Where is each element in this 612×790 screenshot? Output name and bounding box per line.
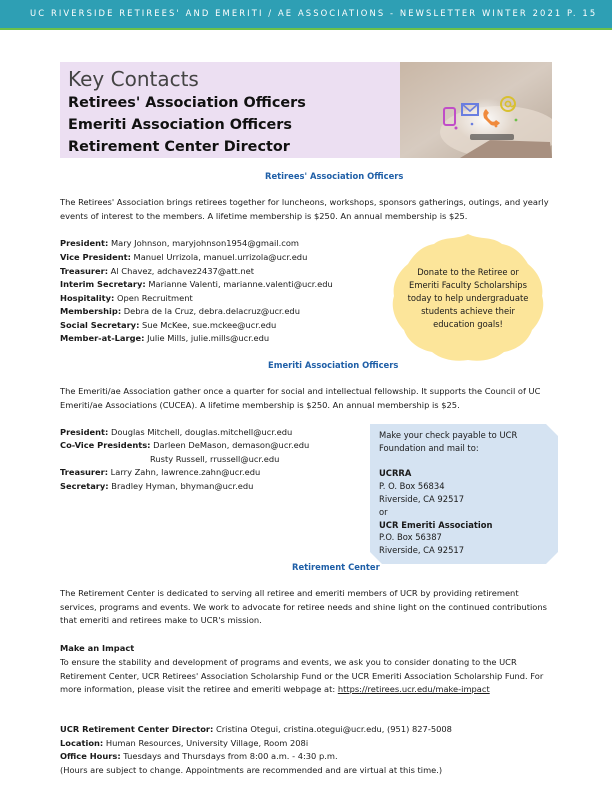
header-line-director: Retirement Center Director [68, 139, 290, 155]
retirees-heading: Retirees' Association Officers [265, 171, 404, 181]
emeriti-co-vice-president-2: Rusty Russell, rrussell@ucr.edu [150, 454, 280, 464]
officer-membership: Membership: Debra de la Cruz, debra.delacruz@ucr.edu [60, 306, 300, 316]
emeriti-assoc-name: UCR Emeriti Association [379, 519, 493, 530]
make-impact-link[interactable]: https://retirees.ucr.edu/make-impact [337, 684, 490, 694]
mailing-callout [379, 429, 549, 557]
mailing-intro: Make your check payable to UCR Foundation and mail to: [379, 430, 518, 453]
center-location: Location: Human Resources, University Village, Room 208i [60, 738, 309, 748]
retirement-center-heading: Retirement Center [292, 562, 380, 572]
officer-treasurer: Treasurer: Al Chavez, adchavez2437@att.net [60, 266, 254, 276]
center-hours-note: (Hours are subject to change. Appointments are recommended and are virtual at this time.) [60, 765, 443, 775]
contact-icons-image [400, 62, 552, 158]
emeriti-president: President: Douglas Mitchell, douglas.mitchell@ucr.edu [60, 427, 293, 437]
page-title: Key Contacts [68, 67, 199, 91]
banner-accent-line [0, 28, 612, 30]
emeriti-assoc-city: Riverside, CA 92517 [379, 545, 465, 556]
retirees-intro: The Retirees' Association brings retirees together for luncheons, workshops, sponsors gatherings, outings, and yearly events of interest to the members. A lifetime membership is $250. An annual membership is $25. [60, 197, 549, 221]
header-line-emeriti: Emeriti Association Officers [68, 117, 292, 133]
center-director: UCR Retirement Center Director: Cristina Otegui, cristina.otegui@ucr.edu, (951) 827-5008 [60, 724, 452, 734]
newsletter-banner [0, 0, 612, 28]
key-contacts-header [60, 62, 552, 158]
emeriti-intro: The Emeriti/ae Association gather once a quarter for social and intellectual fellowship. It supports the Council of UC Emeriti/ae Associations (CUCEA). A lifetime membership is $250. An annual membership is $25. [60, 386, 541, 410]
emeriti-treasurer: Treasurer: Larry Zahn, lawrence.zahn@ucr.edu [60, 467, 261, 477]
officer-president: President: Mary Johnson, maryjohnson1954@gmail.com [60, 238, 300, 248]
or-separator: or [379, 506, 388, 517]
officer-interim-secretary: Interim Secretary: Marianne Valenti, marianne.valenti@ucr.edu [60, 279, 333, 289]
make-impact-title: Make an Impact [60, 643, 135, 653]
emeriti-assoc-box: P.O. Box 56387 [379, 532, 442, 543]
banner-text: UC RIVERSIDE RETIREES' AND EMERITI / AE ASSOCIATIONS - NEWSLETTER WINTER 2021 P. 15 [30, 8, 598, 18]
header-line-retirees: Retirees' Association Officers [68, 95, 306, 111]
officer-hospitality: Hospitality: Open Recruitment [60, 293, 193, 303]
officer-member-at-large: Member-at-Large: Julie Mills, julie.mills@ucr.edu [60, 333, 270, 343]
officer-social-secretary: Social Secretary: Sue McKee, sue.mckee@ucr.edu [60, 320, 277, 330]
ucrra-city: Riverside, CA 92517 [379, 493, 465, 504]
emeriti-co-vice-presidents: Co-Vice Presidents: Darleen DeMason, demason@ucr.edu [60, 440, 310, 450]
officer-vice-president: Vice President: Manuel Urrizola, manuel.urrizola@ucr.edu [60, 252, 308, 262]
ucrra-box: P. O. Box 56834 [379, 481, 445, 492]
make-impact-text: To ensure the stability and development of programs and events, we ask you to consider donating to the UCR Retirement Center, UCR Retirees' Association Scholarship Fund or the UCR Emeriti Association Scholarship Fund. For more information, please visit the retiree and emeriti webpage at: https://retirees.ucr.edu/make-impact [60, 657, 544, 694]
retirement-center-intro: The Retirement Center is dedicated to serving all retiree and emeriti members of UCR by providing retirement services, programs and events. We work to advocate for retiree needs and shine light on the continued contributions that emeriti and retirees make to UCR's mission. [60, 588, 547, 625]
donate-callout-text: Donate to the Retiree or Emeriti Faculty Scholarships today to help undergraduate students achieve their education goals! [407, 267, 529, 329]
ucrra-name: UCRRA [379, 468, 412, 479]
emeriti-secretary: Secretary: Bradley Hyman, bhyman@ucr.edu [60, 481, 254, 491]
emeriti-heading: Emeriti Association Officers [268, 360, 399, 370]
center-office-hours: Office Hours: Tuesdays and Thursdays from 8:00 a.m. - 4:30 p.m. [60, 751, 338, 761]
